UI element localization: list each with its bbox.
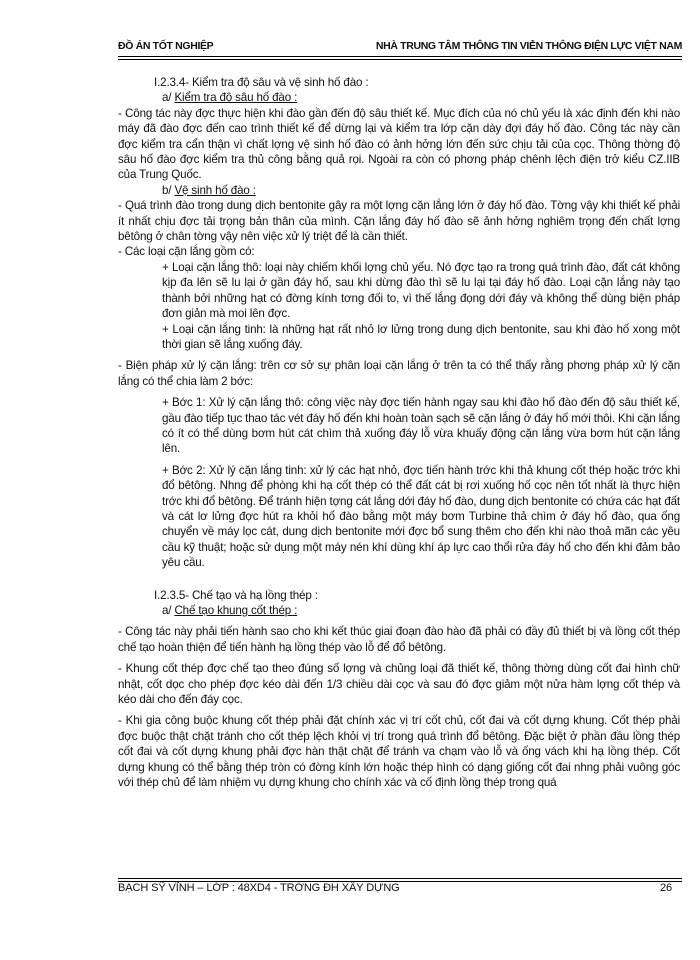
paragraph-coarse-sediment: + Loại cặn lắng thô: loại này chiếm khối lợng chủ yếu. Nó đợc tạo ra trong quá trình đào, đất cát không kịp đa lên sẽ lu lại ở gần đáy hố, sau khi dừng đào thì sẽ lu lại tại đáy hố đào. Loại cặn lắng này tạo thành bởi những hạt có đờng kính tơng đối to, vì thế lắng đọng dới đáy và không thể dùng biện pháp đơn giản mà moi lên đợc. — [162, 260, 680, 321]
subheading-title: Chế tạo khung cốt thép : — [174, 604, 298, 617]
paragraph: - Khung cốt thép đợc chế tạo theo đúng số lợng và chủng loại đã thiết kế, thông thờng dùng cốt đai hình chữ nhật, cốt dọc cho phép đợc kéo dài đến 1/3 chiều dài cọc và sau đó đợc giảm một nửa hàm lợng cốt thép và kéo dài cho đến đáy cọc. — [118, 662, 680, 707]
page-body — [118, 72, 680, 790]
subheading-title: Kiểm tra độ sâu hố đào : — [174, 91, 298, 105]
paragraph: - Biện pháp xử lý cặn lắng: trên cơ sở sự phân loại cặn lắng ở trên ta có thể thấy rằng phơng pháp xử lý cặn lắng có thể chia làm 2 bớc: — [118, 359, 680, 388]
paragraph: - Quá trình đào trong dung dịch bentonite gây ra một lợng cặn lắng lớn ở đáy hố đào. Tờng vậy khi thiết kế phải ít nhất chịu đợc tải trọng bản thân của mình. Cặn lắng đáy hố đào sẽ ảnh hởng nghiêm trọng đến chất lợng bêtông ở chân tờng vậy nên việc xử lý triệt để là cần thiết. — [118, 199, 680, 244]
subheading-a-cage-fabrication — [118, 603, 680, 618]
footer-rule-thick — [118, 878, 682, 879]
subheading-prefix: a/ — [162, 91, 172, 105]
paragraph: - Các loại cặn lắng gồm có: — [118, 245, 255, 259]
header-rule-thin — [118, 59, 682, 60]
paragraph-step-2: + Bớc 2: Xử lý cặn lắng tinh: xử lý các hạt nhỏ, đợc tiến hành trớc khi thả khung cốt thép hoặc trớc khi đổ bêtông. Nhng để phòng khi hạ cốt thép có thể đất cát bị rơi xuống hố cọc nên tốt nhất là thực hiện trớc khi đổ bêtông. Để tránh hiện tợng cát lắng dới đáy hố đào, dung dịch bentonite có chứa các hạt đất và cát lơ lửng đợc hút ra khỏi hố đào bằng một máy bơm Turbine thả chìm ở đáy hố đào, qua ống chuyển về máy lọc cát, dung dịch bentonite mới đợc bổ sung thêm cho đến khi nào thoả mãn các yêu cầu kỹ thuật; hoặc sử dụng một máy nén khí dùng khí áp lực cao thổi rửa đáy hố cho đến khi đảm bảo yêu cầu. — [162, 463, 680, 570]
paragraph: - Công tác này đợc thực hiện khi đào gần đến độ sâu thiết kế. Mục đích của nó chủ yếu là xác định đến khi nào máy đã đào đợc đến cao trình thiết kế để dừng lại và kiểm tra lớp cặn dày đợi đáy hố đào. Công tác này cần đợc kiểm tra cẩn thận vì chất lợng vệ sinh hố đào có ảnh hởng lớn đến sức chịu tải của cọc. Thông thờng độ sâu hố đào đợc kiểm tra thủ công bằng quả rọi. Ngoài ra còn có phơng pháp chênh lệch điện trở kiểu CZ.IIB của Trung Quốc. — [118, 106, 680, 182]
page-footer — [118, 882, 672, 898]
subheading-prefix: a/ — [162, 604, 172, 617]
paragraph-step-1: + Bớc 1: Xử lý cặn lắng thô: công việc này đợc tiến hành ngay sau khi đào hố đào đến độ sâu thiết kế, gầu đào tiếp tục thao tác vét đáy hố đến khi hoàn toàn sạch sẽ cặn lắng ở đáy hố mới thôi. Khi cặn lắng có ít có thể dùng bơm hút cát chìm thả xuống đáy lỗ vừa khuấy động cặn lắng vừa bơm hút cặn lắng lên. — [162, 396, 680, 456]
section-heading-2-3-4: I.2.3.4- Kiểm tra độ sâu và vệ sinh hố đào : — [154, 76, 369, 89]
subheading-title: Vệ sinh hố đào : — [174, 183, 256, 197]
header-rule-thick — [118, 56, 682, 57]
page-number: 26 — [659, 882, 672, 894]
paragraph: - Công tác này phải tiến hành sao cho khi kết thúc giai đoạn đào hào đã phải có đầy đủ thiết bị và lồng cốt thép chế tạo hoàn thiện để tiến hành hạ lồng thép vào lỗ để đổ bêtông. — [118, 625, 680, 654]
page-header — [118, 40, 682, 56]
subheading-prefix: b/ — [162, 183, 172, 197]
header-right-title: NHÀ TRUNG TÂM THÔNG TIN VIỄN THÔNG ĐIỆN LỰC VIỆT NAM — [375, 40, 682, 52]
spacer — [118, 571, 680, 585]
paragraph-fine-sediment: + Loại cặn lắng tinh: là những hạt rất nhỏ lơ lửng trong dung dịch bentonite, sau khi đào hố xong một thời gian sẽ lắng xuống đáy. — [162, 322, 680, 351]
section-heading-2-3-5: I.2.3.5- Chế tạo và hạ lồng thép : — [154, 588, 318, 602]
subheading-b-cleaning — [118, 183, 680, 198]
paragraph: - Khi gia công buộc khung cốt thép phải đặt chính xác vị trí cốt chủ, cốt đai và cốt dựng khung. Cốt thép phải đợc buộc thật chặt tránh cho cốt thép lệch khỏi vị trí trong quá trình đổ bêtông. Đặc biệt ở phần đầu lồng thép cốt đai và cốt dựng khung phải đợc hàn thật chặt để tránh va chạm vào lỗ và ống vách khi hạ lồng thép. Cốt dựng khung có thể bằng thép tròn có đờng kính lớn hoặc thép hình có dạng giống cốt đai nhng phải vuông góc với thép chủ để làm nhiệm vụ dựng khung cho chính xác và cố định lồng thép trong quá — [118, 714, 680, 790]
subheading-a-depth-check — [118, 90, 680, 105]
header-left-title: ĐỒ ÁN TỐT NGHIỆP — [118, 40, 214, 52]
footer-author: BẠCH SỸ VĨNH – LỚP : 48XD4 - TRỜNG ĐH XÂY DỰNG — [118, 882, 400, 894]
